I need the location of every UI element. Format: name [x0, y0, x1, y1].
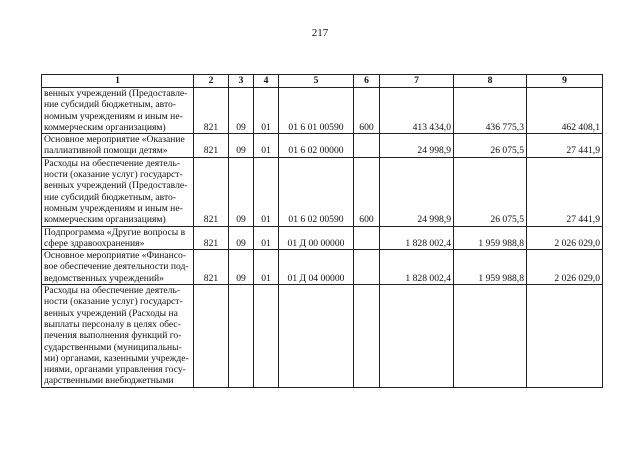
row-description: Основное мероприятие «Оказание паллиативной помощи детям» [42, 134, 194, 158]
amount-col9-cell: 27 441,9 [527, 134, 603, 158]
column-header: 7 [380, 75, 454, 88]
table-row [42, 157, 603, 226]
section-cell: 09 [229, 134, 254, 158]
column-header: 8 [454, 75, 527, 88]
amount-col8-cell: 1 959 988,8 [454, 226, 527, 250]
subsection-cell: 01 [254, 226, 279, 250]
amount-col7-cell: 1 828 002,4 [380, 226, 454, 250]
target-code-cell: 01 6 02 00000 [279, 134, 354, 158]
section-cell: 09 [229, 226, 254, 250]
row-description: Расходы на обеспечение деятель- ности (оказание услуг) государст- венных учреждений (Расходы на выплаты персоналу в целях обес- печения выполнения функций го- сударственными (муниципальны- ми) органами, казенными учрежде- ниями, органами управления госу- дарственными внебюджетными [42, 285, 194, 388]
expense-type-cell [354, 250, 380, 285]
target-code-cell: 01 6 02 00590 [279, 157, 354, 226]
ministry-code-cell: 821 [194, 157, 229, 226]
amount-col9-cell: 462 408,1 [527, 88, 603, 134]
amount-col8-cell: 26 075,5 [454, 134, 527, 158]
column-header: 2 [194, 75, 229, 88]
table-row [42, 285, 603, 388]
amount-col7-cell: 1 828 002,4 [380, 250, 454, 285]
row-description: Расходы на обеспечение деятель- ности (оказание услуг) государст- венных учреждений (Предоставле- ние субсидий бюджетным, авто- номным учреждениям и иным не- коммерческим организациям) [42, 157, 194, 226]
target-code-cell [279, 285, 354, 388]
subsection-cell: 01 [254, 250, 279, 285]
column-header: 4 [254, 75, 279, 88]
amount-col7-cell: 24 998,9 [380, 157, 454, 226]
table-row [42, 250, 603, 285]
amount-col8-cell: 436 775,3 [454, 88, 527, 134]
target-code-cell: 01 Д 00 00000 [279, 226, 354, 250]
expense-type-cell [354, 285, 380, 388]
expense-type-cell [354, 226, 380, 250]
amount-col7-cell [380, 285, 454, 388]
column-header: 9 [527, 75, 603, 88]
amount-col8-cell [454, 285, 527, 388]
row-description: Подпрограмма «Другие вопросы в сфере здравоохранения» [42, 226, 194, 250]
expense-type-cell: 600 [354, 88, 380, 134]
subsection-cell [254, 285, 279, 388]
subsection-cell: 01 [254, 88, 279, 134]
expense-type-cell [354, 134, 380, 158]
target-code-cell: 01 Д 04 00000 [279, 250, 354, 285]
ministry-code-cell: 821 [194, 226, 229, 250]
target-code-cell: 01 6 01 00590 [279, 88, 354, 134]
ministry-code-cell: 821 [194, 134, 229, 158]
ministry-code-cell [194, 285, 229, 388]
row-description: Основное мероприятие «Финансо- вое обеспечение деятельности под- ведомственных учреждений» [42, 250, 194, 285]
table-row [42, 88, 603, 134]
column-header: 5 [279, 75, 354, 88]
subsection-cell: 01 [254, 157, 279, 226]
section-cell: 09 [229, 88, 254, 134]
section-cell [229, 285, 254, 388]
ministry-code-cell: 821 [194, 88, 229, 134]
amount-col8-cell: 1 959 988,8 [454, 250, 527, 285]
amount-col7-cell: 24 998,9 [380, 134, 454, 158]
ministry-code-cell: 821 [194, 250, 229, 285]
amount-col9-cell: 2 026 029,0 [527, 226, 603, 250]
section-cell: 09 [229, 250, 254, 285]
budget-table [41, 74, 603, 388]
amount-col7-cell: 413 434,0 [380, 88, 454, 134]
table-header-row [42, 75, 603, 88]
table-row [42, 226, 603, 250]
column-header: 6 [354, 75, 380, 88]
amount-col8-cell: 26 075,5 [454, 157, 527, 226]
subsection-cell: 01 [254, 134, 279, 158]
amount-col9-cell [527, 285, 603, 388]
amount-col9-cell: 2 026 029,0 [527, 250, 603, 285]
section-cell: 09 [229, 157, 254, 226]
amount-col9-cell: 27 441,9 [527, 157, 603, 226]
column-header: 1 [42, 75, 194, 88]
column-header: 3 [229, 75, 254, 88]
table-row [42, 134, 603, 158]
row-description: венных учреждений (Предоставле- ние субсидий бюджетным, авто- номным учреждениям и иным не- коммерческим организациям) [42, 88, 194, 134]
page-number: 217 [311, 27, 329, 39]
expense-type-cell: 600 [354, 157, 380, 226]
